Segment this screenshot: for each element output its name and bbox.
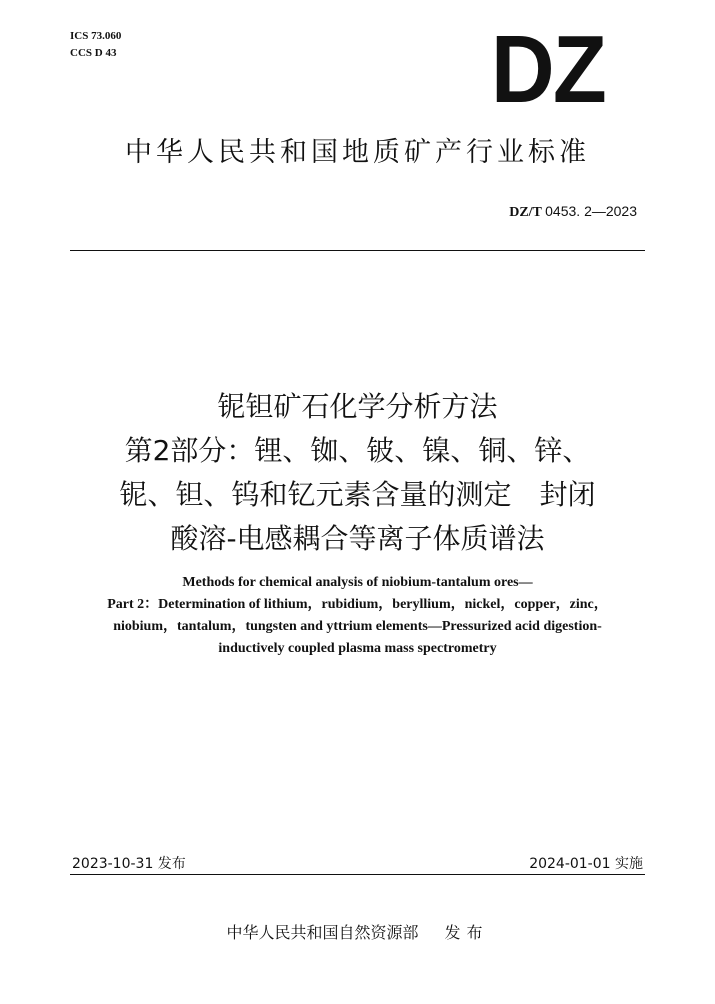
english-title-line: inductively coupled plasma mass spectrometry <box>218 641 497 656</box>
implementation-date: 2024-01-01 实施 <box>529 856 643 872</box>
publisher <box>0 920 715 943</box>
standard-code: 0453. 2—2023 <box>545 203 637 219</box>
top-divider <box>70 250 645 251</box>
dz-logo: DZ <box>490 16 605 123</box>
chinese-title-line: 酸溶-电感耦合等离子体质谱法 <box>170 522 545 555</box>
chinese-title-line: 第2部分：锂、铷、铍、镍、铜、锌、 <box>124 434 591 467</box>
issue-date: 2023-10-31 发布 <box>72 856 186 872</box>
ccs-code: CCS D 43 <box>70 47 117 59</box>
chinese-title-line: 铌、钽、钨和钇元素含量的测定 封闭 <box>119 478 596 511</box>
english-title-line: Part 2：Determination of lithium，rubidium，beryllium，nickel，copper，zinc， <box>107 597 608 612</box>
standard-number <box>509 203 637 221</box>
english-title <box>40 572 675 660</box>
publisher-name: 中华人民共和国自然资源部 <box>226 923 419 942</box>
standard-prefix: DZ/T <box>509 205 542 220</box>
ics-code: ICS 73.060 <box>70 30 122 42</box>
chinese-title <box>0 385 715 561</box>
english-title-line: Methods for chemical analysis of niobium-tantalum ores— <box>182 575 533 590</box>
publish-label: 发布 <box>444 923 489 942</box>
issuer-title: 中华人民共和国地质矿产行业标准 <box>125 137 590 168</box>
bottom-divider <box>70 874 645 875</box>
chinese-title-line: 铌钽矿石化学分析方法 <box>217 390 498 423</box>
classification-codes <box>70 28 121 62</box>
english-title-line: niobium，tantalum，tungsten and yttrium elements—Pressurized acid digestion- <box>113 619 602 634</box>
